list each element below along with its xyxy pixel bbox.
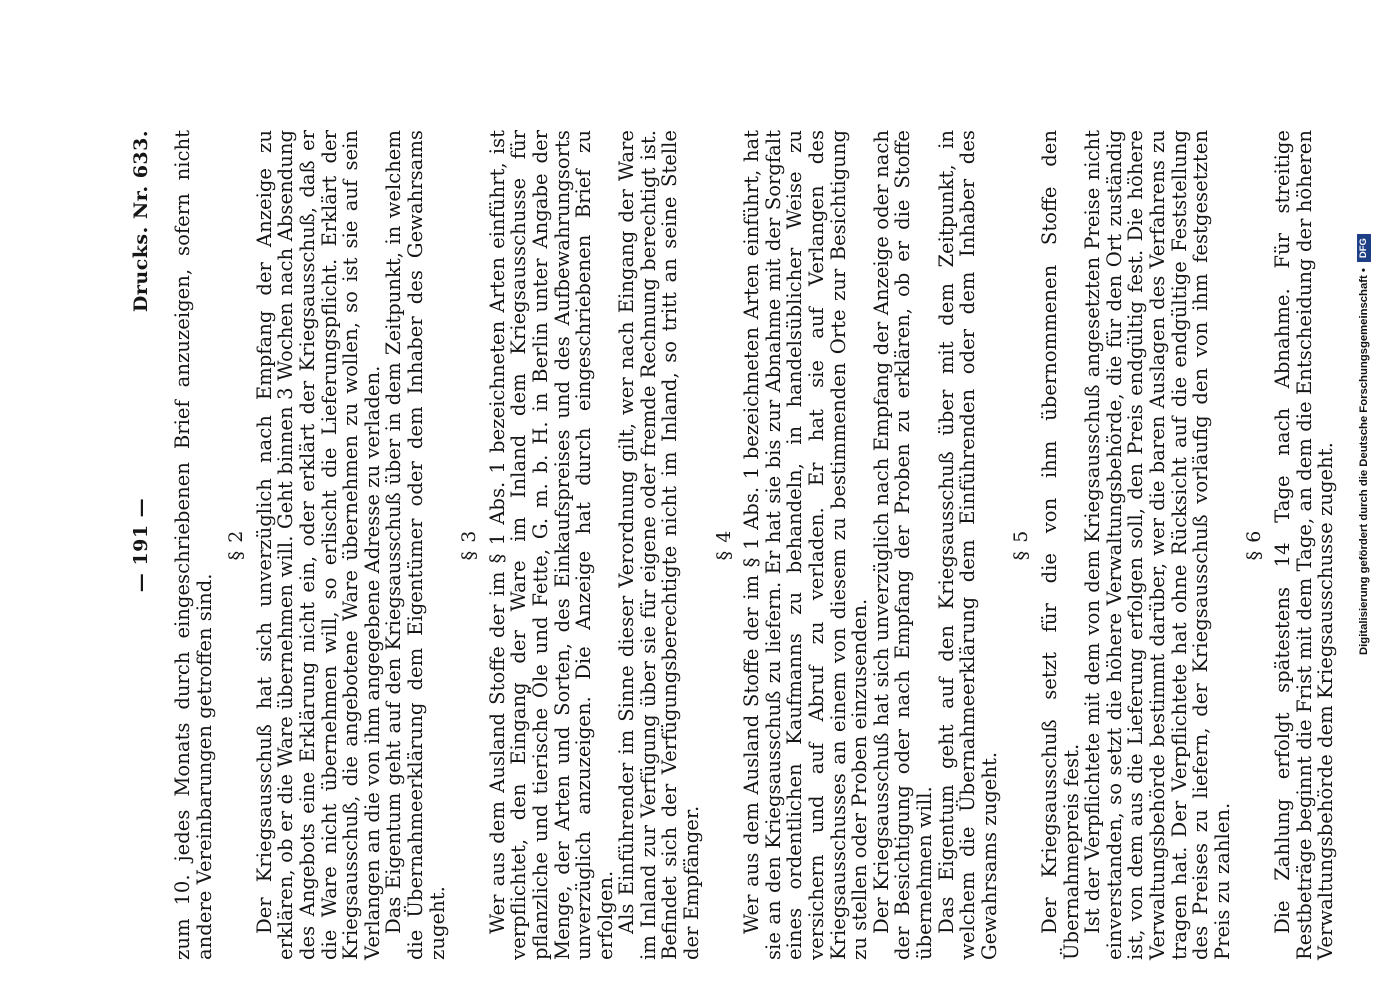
rotated-document-page [130,130,1338,960]
paragraph: Wer aus dem Ausland Stoffe der im § 1 Abs. 1 bezeichneten Arten einführt, ist verpflichtet, den Eingang der Ware im Inland dem Kriegsausschusse für pflanzliche und tierische Öle und Fette, G. m. b. H. in Berlin unter Angabe der Menge, der Arten und Sorten, des Einkaufspreises und des Aufbewahrungsorts unverzüglich anzuzeigen. Die Anzeige hat durch eingeschriebenen Brief zu erfolgen. [485,130,617,960]
paragraph: Der Kriegsausschuß hat sich unverzüglich nach Empfang der Anzeige zu erklären, ob er die Ware übernehmen will. Geht binnen 3 Wochen nach Absendung des Angebots eine Erklärung nicht ein, oder erklärt der Kriegsausschuß, daß er die Ware nicht übernehmen will, so erlischt die Lieferungspflicht. Erklärt der Kriegsausschuß, die angebotene Ware übernehmen zu wollen, so ist sie auf sein Verlangen an die von ihm angegebene Adresse zu verladen. [252,130,384,960]
section-heading: § 4 [712,529,735,561]
paragraph: Das Eigentum geht auf den Kriegsausschuß über in dem Zeitpunkt, in welchem die Übernahmeerklärung dem Eigentümer oder dem Inhaber des Gewahrsams zugeht. [382,130,449,960]
paragraph: Die Zahlung erfolgt spätestens 14 Tage nach Abnahme. Für streitige Restbeträge beginnt die Frist mit dem Tage, an dem die Entscheidung der höheren Verwaltungsbehörde dem Kriegsausschusse zugeht. [1270,130,1338,960]
document-body [172,130,1337,960]
paragraph: Als Einführender im Sinne dieser Verordnung gilt, wer nach Eingang der Ware im Inland zur Verfügung über sie für eigene oder fremde Rechnung berechtigt ist. Befindet sich der Verfügungsberechtigte nicht im Inland, so tritt an seine Stelle der Empfänger. [615,130,704,960]
page-header [130,130,154,960]
page-number: — 191 — [130,497,152,593]
dfg-logo: DFG [1357,234,1371,262]
funding-note-text: Digitalisierung gefördert durch die Deutsche Forschungsgemeinschaft • [1358,268,1370,655]
section-heading: § 5 [1010,529,1033,561]
paragraph: Wer aus dem Ausland Stoffe der im § 1 Abs. 1 bezeichneten Arten einführt, hat sie an den Kriegsausschuß zu liefern. Er hat sie bis zur Abnahme mit der Sorgfalt eines ordentlichen Kaufmanns zu behandeln, in handelsüblicher Weise zu versichern und auf Abruf zu verladen. Er hat sie auf Verlangen des Kriegsausschusses an einem von diesem zu bestimmenden Orte zur Besichtigung zu stellen oder Proben einzusenden. [740,130,872,960]
paragraph: Der Kriegsausschuß setzt für die von ihm übernommenen Stoffe den Übernahmepreis fest. [1037,130,1083,960]
print-reference: Drucks. Nr. 633. [130,130,152,313]
funding-note [1357,15,1377,655]
paragraph: Ist der Verpflichtete mit dem von dem Kriegsausschuß angesetzten Preise nicht einverstanden, so setzt die höhere Verwaltungsbehörde, die für den Ort zuständig ist, von dem aus die Lieferung erfolgen soll, den Preis endgültig fest. Die höhere Verwaltungsbehörde bestimmt darüber, wer die baren Auslagen des Verfahrens zu tragen hat. Der Verpflichtete hat ohne Rücksicht auf die endgültige Feststellung des Preises zu liefern, der Kriegsausschuß vorläufig den von ihm festgesetzten Preis zu zahlen. [1081,130,1234,960]
paragraph: zum 10. jedes Monats durch eingeschriebenen Brief anzuzeigen, sofern nicht andere Vereinbarungen getroffen sind. [171,130,216,960]
section-heading: § 3 [458,529,481,561]
section-heading: § 6 [1243,529,1266,561]
section-heading: § 2 [225,529,248,561]
paragraph: Das Eigentum geht auf den Kriegsausschuß über mit dem Zeitpunkt, in welchem die Übernahmeerklärung dem Einführenden oder dem Inhaber des Gewahrsams zugeht. [934,130,1001,960]
paragraph: Der Kriegsausschuß hat sich unverzüglich nach Empfang der Anzeige oder nach der Besichtigung oder nach Empfang der Proben zu erklären, ob er die Stoffe übernehmen will. [869,130,936,960]
